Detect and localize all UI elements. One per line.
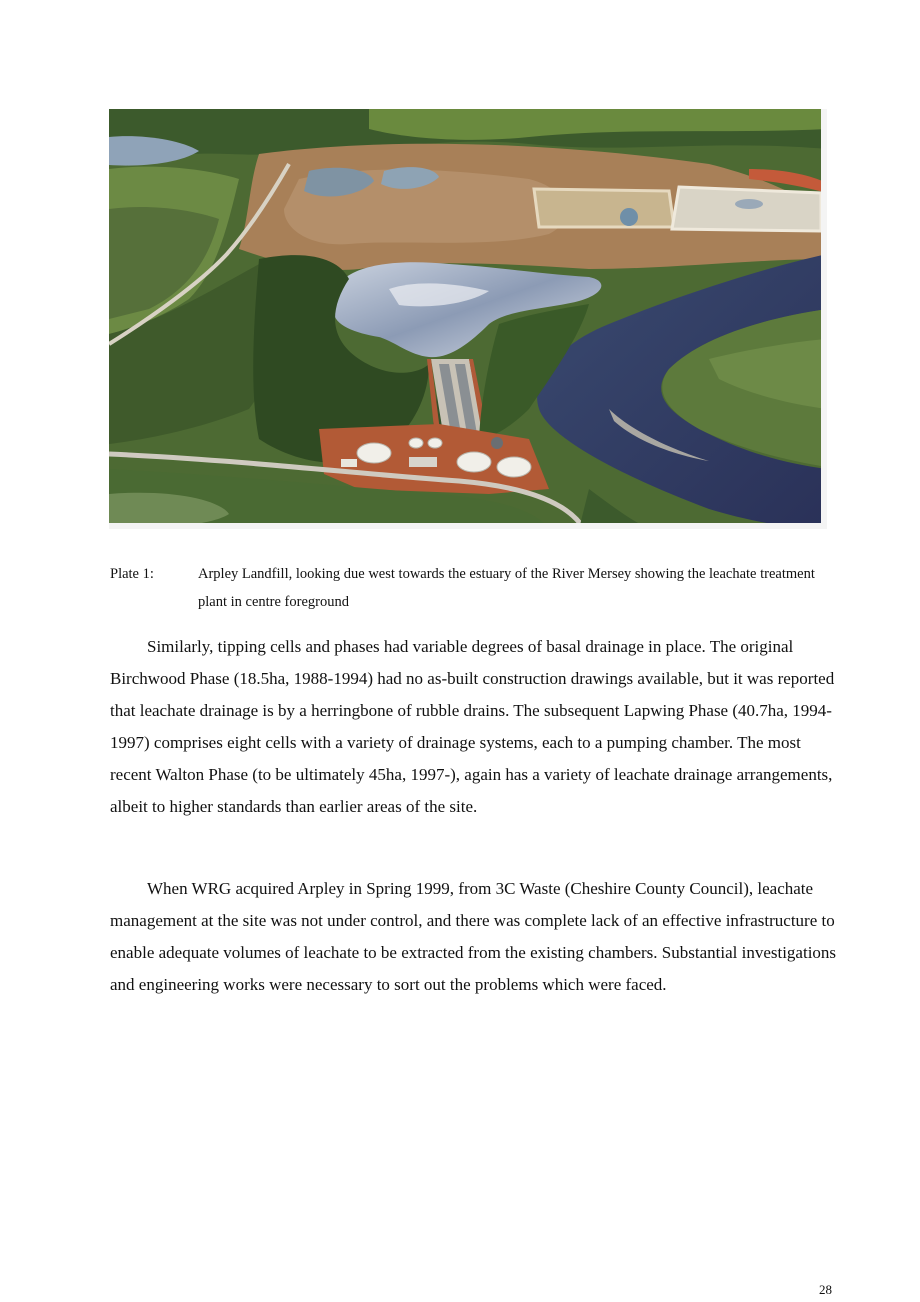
body-paragraph: Similarly, tipping cells and phases had variable degrees of basal drainage in place. The original Birchwood Phase (18.5ha, 1988-1994) had no as-built construction drawings available, but it was reported that leachate drainage is by a herringbone of rubble drains. The subsequent Lapwing Phase (40.7ha, 1994-1997) comprises eight cells with a variety of drainage systems, each to a pumping chamber. The most recent Walton Phase (to be ultimately 45ha, 1997-), again has a variety of leachate drainage arrangements, albeit to higher standards than earlier areas of the site. [110, 637, 835, 816]
body-paragraph: When WRG acquired Arpley in Spring 1999, from 3C Waste (Cheshire County Council), leachate management at the site was not under control, and there was complete lack of an effective infrastructure to enable adequate volumes of leachate to be extracted from the existing chambers. Substantial investigations and engineering works were necessary to sort out the problems which were faced. [110, 879, 837, 994]
plate-label: Plate 1: [110, 566, 154, 582]
aerial-photo-illustration [109, 109, 827, 529]
aerial-photo-arpley-landfill [109, 109, 827, 529]
plate-caption [110, 560, 840, 616]
page-number: 28 [819, 1282, 832, 1297]
plate-caption-text: Arpley Landfill, looking due west towards the estuary of the River Mersey showing the leachate treatment plant in centre foreground [198, 566, 815, 610]
